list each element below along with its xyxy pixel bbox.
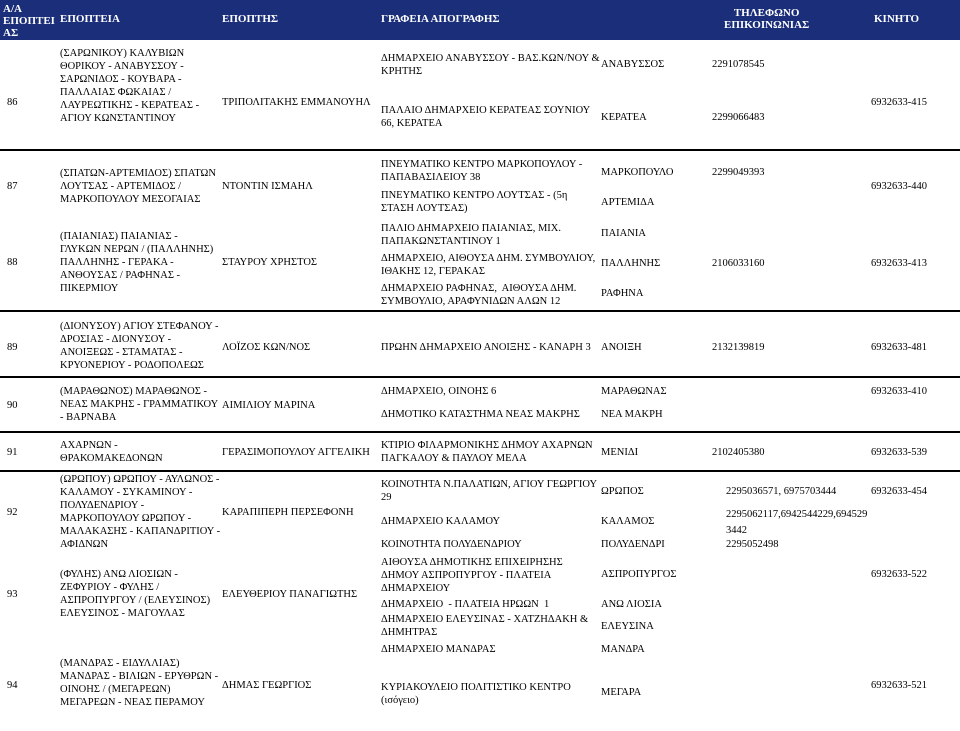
mobile-cell: 6932633-521: [871, 680, 927, 691]
town-cell: ΑΝΑΒΥΣΣΟΣ: [601, 59, 665, 70]
town-cell: ΜΑΡΑΘΩΝΑΣ: [601, 386, 667, 397]
office-cell: ΠΑΛΑΙΟ ΔΗΜΑΡΧΕΙΟ ΚΕΡΑΤΕΑΣ ΣΟΥΝΙΟΥ 66, ΚΕΡΑΤΕΑ: [381, 105, 591, 129]
area-cell: (ΣΠΑΤΩΝ-ΑΡΤΕΜΙΔΟΣ) ΣΠΑΤΩΝ ΛΟΥΤΣΑΣ - ΑΡΤΕΜΙΔΟΣ / ΜΑΡΚΟΠΟΥΛΟΥ ΜΕΣΟΓΑΙΑΣ: [60, 168, 216, 205]
town-cell: ΑΝΟΙΞΗ: [601, 342, 642, 353]
office-cell: ΔΗΜΑΡΧΕΙΟ ΚΑΛΑΜΟΥ: [381, 516, 501, 527]
town-cell: ΜΕΓΑΡΑ: [601, 687, 642, 698]
row-number: 91: [7, 447, 18, 458]
supervisor-cell: ΕΛΕΥΘΕΡΙΟΥ ΠΑΝΑΓΙΩΤΗΣ: [222, 589, 358, 600]
header-supervisor: ΕΠΟΠΤΗΣ: [222, 13, 279, 25]
town-cell: ΑΡΤΕΜΙΔΑ: [601, 197, 655, 208]
mobile-cell: 6932633-522: [871, 569, 927, 580]
office-cell: ΚΟΙΝΟΤΗΤΑ Ν.ΠΑΛΑΤΙΩΝ, ΑΓΙΟΥ ΓΕΩΡΓΙΟΥ 29: [381, 479, 598, 503]
mobile-cell: 6932633-454: [871, 486, 927, 497]
town-cell: ΠΑΙΑΝΙΑ: [601, 228, 646, 239]
area-cell: (ΜΑΡΑΘΩΝΟΣ) ΜΑΡΑΘΩΝΟΣ - ΝΕΑΣ ΜΑΚΡΗΣ - ΓΡΑΜΜΑΤΙΚΟΥ - ΒΑΡΝΑΒΑ: [60, 386, 219, 423]
phone-cell: 2295036571, 6975703444: [726, 486, 837, 497]
office-cell: ΔΗΜΑΡΧΕΙΟ, ΑΙΘΟΥΣΑ ΔΗΜ. ΣΥΜΒΟΥΛΙΟΥ, ΙΘΑΚΗΣ 12, ΓΕΡΑΚΑΣ: [381, 253, 596, 277]
office-cell: ΚΥΡΙΑΚΟΥΛΕΙΟ ΠΟΛΙΤΙΣΤΙΚΟ ΚΕΝΤΡΟ (ισόγειο): [381, 682, 571, 706]
row-number: 89: [7, 342, 18, 353]
mobile-cell: 6932633-413: [871, 258, 927, 269]
row-divider: [0, 431, 960, 433]
phone-cell: 2299049393: [712, 167, 765, 178]
office-cell: ΔΗΜΑΡΧΕΙΟ, ΟΙΝΟΗΣ 6: [381, 386, 497, 397]
town-cell: ΡΑΦΗΝΑ: [601, 288, 644, 299]
office-cell: ΚΤΙΡΙΟ ΦΙΛΑΡΜΟΝΙΚΗΣ ΔΗΜΟΥ ΑΧΑΡΝΩΝ ΠΑΓΚΑΛΟΥ & ΠΑΥΛΟΥ ΜΕΛΑ: [381, 440, 593, 464]
town-cell: ΚΕΡΑΤΕΑ: [601, 112, 647, 123]
header-number: Α/Α ΕΠΟΠΤΕΙ ΑΣ: [3, 3, 55, 39]
row-number: 92: [7, 507, 18, 518]
area-cell: (ΠΑΙΑΝΙΑΣ) ΠΑΙΑΝΙΑΣ - ΓΛΥΚΩΝ ΝΕΡΩΝ / (ΠΑΛΛΗΝΗΣ) ΠΑΛΛΗΝΗΣ - ΓΕΡΑΚΑ - ΑΝΘΟΥΣΑΣ / ΡΑΦΗΝΑΣ - ΠΙΚΕΡΜΙΟΥ: [60, 231, 214, 294]
row-number: 86: [7, 97, 18, 108]
phone-cell: 2132139819: [712, 342, 765, 353]
row-number: 93: [7, 589, 18, 600]
town-cell: ΕΛΕΥΣΙΝΑ: [601, 621, 654, 632]
town-cell: ΜΑΡΚΟΠΟΥΛΟ: [601, 167, 674, 178]
office-cell: ΠΝΕΥΜΑΤΙΚΟ ΚΕΝΤΡΟ ΜΑΡΚΟΠΟΥΛΟΥ - ΠΑΠΑΒΑΣΙΛΕΙΟΥ 38: [381, 159, 583, 183]
row-number: 87: [7, 181, 18, 192]
mobile-cell: 6932633-539: [871, 447, 927, 458]
supervisor-cell: ΝΤΟΝΤΙΝ ΙΣΜΑΗΛ: [222, 181, 313, 192]
row-divider: [0, 310, 960, 312]
row-divider: [0, 149, 960, 151]
phone-cell: 2295052498: [726, 539, 779, 550]
town-cell: ΑΣΠΡΟΠΥΡΓΟΣ: [601, 569, 677, 580]
area-cell: (ΩΡΩΠΟΥ) ΩΡΩΠΟΥ - ΑΥΛΩΝΟΣ - ΚΑΛΑΜΟΥ - ΣΥΚΑΜΙΝΟΥ - ΠΟΛΥΔΕΝΔΡΙΟΥ - ΜΑΡΚΟΠΟΥΛΟΥ ΩΡΩΠΟΥ - ΜΑΛΑΚΑΣΗΣ - ΚΑΠΑΝΔΡΙΤΙΟΥ - ΑΦΙΔΝΩΝ: [60, 474, 221, 550]
phone-cell: 2106033160: [712, 258, 765, 269]
office-cell: ΔΗΜΑΡΧΕΙΟ ΑΝΑΒΥΣΣΟΥ - ΒΑΣ.ΚΩΝ/ΝΟΥ & ΚΡΗΤΗΣ: [381, 53, 600, 77]
mobile-cell: 6932633-481: [871, 342, 927, 353]
header-contact-phone: ΤΗΛΕΦΩΝΟ ΕΠΙΚΟΙΝΩΝΙΑΣ: [724, 7, 810, 31]
row-divider: [0, 376, 960, 378]
row-number: 94: [7, 680, 18, 691]
town-cell: ΜΑΝΔΡΑ: [601, 644, 645, 655]
office-cell: ΔΗΜΟΤΙΚΟ ΚΑΤΑΣΤΗΜΑ ΝΕΑΣ ΜΑΚΡΗΣ: [381, 409, 580, 420]
area-cell: (ΦΥΛΗΣ) ΑΝΩ ΛΙΟΣΙΩΝ - ΖΕΦΥΡΙΟΥ - ΦΥΛΗΣ / ΑΣΠΡΟΠΥΡΓΟΥ / (ΕΛΕΥΣΙΝΟΣ) ΕΛΕΥΣΙΝΟΣ - ΜΑΓΟΥΛΑΣ: [60, 569, 211, 619]
row-number: 88: [7, 257, 18, 268]
header-supervision-area: ΕΠΟΠΤΕΙΑ: [60, 13, 120, 25]
town-cell: ΚΑΛΑΜΟΣ: [601, 516, 655, 527]
town-cell: ΩΡΩΠΟΣ: [601, 486, 644, 497]
supervisor-cell: ΑΙΜΙΛΙΟΥ ΜΑΡΙΝΑ: [222, 400, 316, 411]
supervisor-cell: ΣΤΑΥΡΟΥ ΧΡΗΣΤΟΣ: [222, 257, 318, 268]
office-cell: ΠΑΛΙΟ ΔΗΜΑΡΧΕΙΟ ΠΑΙΑΝΙΑΣ, ΜΙΧ. ΠΑΠΑΚΩΝΣΤΑΝΤΙΝΟΥ 1: [381, 223, 562, 247]
office-cell: ΔΗΜΑΡΧΕΙΟ ΡΑΦΗΝΑΣ, ΑΙΘΟΥΣΑ ΔΗΜ. ΣΥΜΒΟΥΛΙΟ, ΑΡΑΦΥΝΙΔΩΝ ΑΛΩΝ 12: [381, 283, 577, 307]
header-mobile: ΚΙΝΗΤΟ: [874, 13, 920, 25]
town-cell: ΠΟΛΥΔΕΝΔΡΙ: [601, 539, 665, 550]
header-census-offices: ΓΡΑΦΕΙΑ ΑΠΟΓΡΑΦΗΣ: [381, 13, 500, 25]
area-cell: ΑΧΑΡΝΩΝ - ΘΡΑΚΟΜΑΚΕΔΟΝΩΝ: [60, 440, 163, 464]
supervisor-cell: ΚΑΡΑΠΙΠΕΡΗ ΠΕΡΣΕΦΟΝΗ: [222, 507, 354, 518]
row-divider: [0, 470, 960, 472]
office-cell: ΔΗΜΑΡΧΕΙΟ ΕΛΕΥΣΙΝΑΣ - ΧΑΤΖΗΔΑΚΗ & ΔΗΜΗΤΡΑΣ: [381, 614, 589, 638]
table-header: [0, 0, 960, 40]
mobile-cell: 6932633-415: [871, 97, 927, 108]
supervisor-cell: ΛΟΪΖΟΣ ΚΩΝ/ΝΟΣ: [222, 342, 311, 353]
row-number: 90: [7, 400, 18, 411]
area-cell: (ΔΙΟΝΥΣΟΥ) ΑΓΙΟΥ ΣΤΕΦΑΝΟΥ - ΔΡΟΣΙΑΣ - ΔΙΟΝΥΣΟΥ - ΑΝΟΙΞΕΩΣ - ΣΤΑΜΑΤΑΣ - ΚΡΥΟΝΕΡΙΟΥ - ΡΟΔΟΠΟΛΕΩΣ: [60, 321, 219, 371]
phone-cell: 2295062117,6942544229,694529 3442: [726, 509, 868, 536]
office-cell: ΔΗΜΑΡΧΕΙΟ - ΠΛΑΤΕΙΑ ΗΡΩΩΝ 1: [381, 599, 550, 610]
town-cell: ΠΑΛΛΗΝΗΣ: [601, 258, 661, 269]
area-cell: (ΜΑΝΔΡΑΣ - ΕΙΔΥΛΛΙΑΣ) ΜΑΝΔΡΑΣ - ΒΙΛΙΩΝ - ΕΡΥΘΡΩΝ - ΟΙΝΟΗΣ / (ΜΕΓΑΡΕΩΝ) ΜΕΓΑΡΕΩΝ - ΝΕΑΣ ΠΕΡΑΜΟΥ: [60, 658, 219, 708]
phone-cell: 2291078545: [712, 59, 765, 70]
office-cell: ΠΡΩΗΝ ΔΗΜΑΡΧΕΙΟ ΑΝΟΙΞΗΣ - ΚΑΝΑΡΗ 3: [381, 342, 591, 353]
office-cell: ΑΙΘΟΥΣΑ ΔΗΜΟΤΙΚΗΣ ΕΠΙΧΕΙΡΗΣΗΣ ΔΗΜΟΥ ΑΣΠΡΟΠΥΡΓΟΥ - ΠΛΑΤΕΙΑ ΔΗΜΑΡΧΕΙΟΥ: [381, 557, 563, 594]
supervisor-cell: ΓΕΡΑΣΙΜΟΠΟΥΛΟΥ ΑΓΓΕΛΙΚΗ: [222, 447, 370, 458]
office-cell: ΚΟΙΝΟΤΗΤΑ ΠΟΛΥΔΕΝΔΡΙΟΥ: [381, 539, 522, 550]
mobile-cell: 6932633-410: [871, 386, 927, 397]
phone-cell: 2299066483: [712, 112, 765, 123]
town-cell: ΑΝΩ ΛΙΟΣΙΑ: [601, 599, 662, 610]
town-cell: ΝΕΑ ΜΑΚΡΗ: [601, 409, 663, 420]
supervisor-cell: ΔΗΜΑΣ ΓΕΩΡΓΙΟΣ: [222, 680, 312, 691]
phone-cell: 2102405380: [712, 447, 765, 458]
mobile-cell: 6932633-440: [871, 181, 927, 192]
office-cell: ΠΝΕΥΜΑΤΙΚΟ ΚΕΝΤΡΟ ΛΟΥΤΣΑΣ - (5η ΣΤΑΣΗ ΛΟΥΤΣΑΣ): [381, 190, 568, 214]
office-cell: ΔΗΜΑΡΧΕΙΟ ΜΑΝΔΡΑΣ: [381, 644, 496, 655]
town-cell: ΜΕΝΙΔΙ: [601, 447, 639, 458]
area-cell: (ΣΑΡΩΝΙΚΟΥ) ΚΑΛΥΒΙΩΝ ΘΟΡΙΚΟΥ - ΑΝΑΒΥΣΣΟΥ - ΣΑΡΩΝΙΔΟΣ - ΚΟΥΒΑΡΑ - ΠΑΛΛΑΙΑΣ ΦΩΚΑΙΑΣ / ΛΑΥΡΕΩΤΙΚΗΣ - ΚΕΡΑΤΕΑΣ - ΑΓΙΟΥ ΚΩΝΣΤΑΝΤΙΝΟΥ: [60, 48, 200, 124]
supervisor-cell: ΤΡΙΠΟΛΙΤΑΚΗΣ ΕΜΜΑΝΟΥΗΛ: [222, 97, 371, 108]
